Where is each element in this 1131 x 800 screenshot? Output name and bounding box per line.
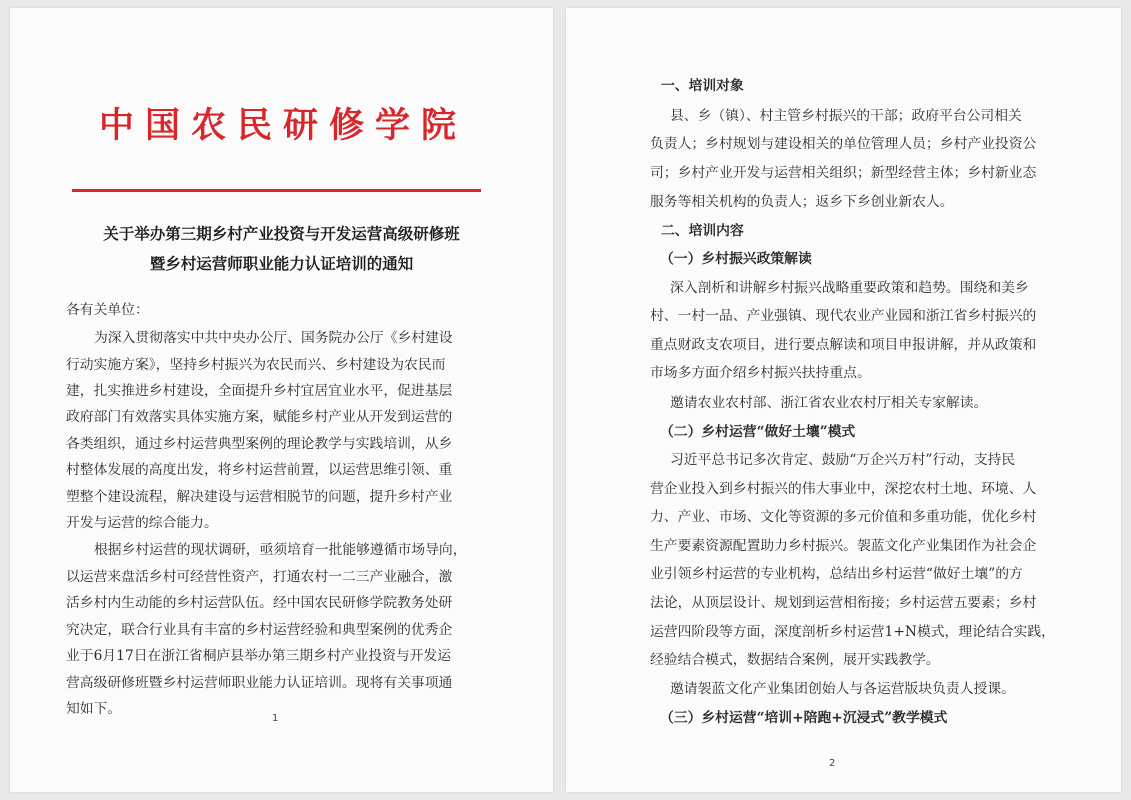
body-line: 邀请袈蓝文化产业集团创始人与各运营版块负责人授课。 xyxy=(670,681,1015,697)
body-line: 村整体发展的高度出发，将乡村运营前置，以运营思维引领、重 xyxy=(66,462,453,478)
body-line: 业引领乡村运营的专业机构，总结出乡村运营“做好土壤”的方 xyxy=(650,566,1023,582)
body-line: 政府部门有效落实具体实施方案，赋能乡村产业从开发到运营的 xyxy=(66,409,453,425)
subsection-heading: （三）乡村运营“培训+陪跑+沉浸式”教学模式 xyxy=(660,710,948,726)
body-line: 服务等相关机构的负责人；返乡下乡创业新农人。 xyxy=(650,194,954,210)
document-page-1 xyxy=(10,8,553,792)
body-line: 塑整个建设流程，解决建设与运营相脱节的问题，提升乡村产业 xyxy=(66,489,453,505)
body-line: 市场多方面介绍乡村振兴扶持重点。 xyxy=(650,365,871,381)
body-line: 营企业投入到乡村振兴的伟大事业中，深挖农村土地、环境、人 xyxy=(650,481,1037,497)
body-line: 习近平总书记多次肯定、鼓励“万企兴万村”行动，支持民 xyxy=(670,452,1016,468)
page-number: 2 xyxy=(829,758,836,769)
body-line: 业于6月17日在浙江省桐庐县举办第三期乡村产业投资与开发运 xyxy=(66,648,452,664)
body-line: 负责人；乡村规划与建设相关的单位管理人员；乡村产业投资公 xyxy=(650,136,1037,152)
salutation: 各有关单位： xyxy=(66,302,149,318)
body-line: 各类组织，通过乡村运营典型案例的理论教学与实践培训，从乡 xyxy=(66,436,453,452)
subsection-heading: （一）乡村振兴政策解读 xyxy=(660,251,812,267)
body-line: 邀请农业农村部、浙江省农业农村厅相关专家解读。 xyxy=(670,395,988,411)
subsection-heading: （二）乡村运营“做好土壤”模式 xyxy=(660,424,856,440)
body-line: 营高级研修班暨乡村运营师职业能力认证培训。现将有关事项通 xyxy=(66,675,453,691)
body-line: 县、乡（镇）、村主管乡村振兴的干部；政府平台公司相关 xyxy=(670,108,1022,124)
body-line: 力、产业、市场、文化等资源的多元价值和多重功能，优化乡村 xyxy=(650,509,1037,525)
body-line: 根据乡村运营的现状调研，亟须培育一批能够遵循市场导向， xyxy=(94,542,467,558)
page-number: 1 xyxy=(272,713,279,724)
section-heading: 二、培训内容 xyxy=(661,223,744,239)
document-page-2 xyxy=(566,8,1121,792)
notice-title-line-1: 关于举办第三期乡村产业投资与开发运营高级研修班 xyxy=(103,224,460,243)
body-line: 经验结合模式，数据结合案例，展开实践教学。 xyxy=(650,652,940,668)
body-line: 运营四阶段等方面，深度剖析乡村运营1+N模式，理论结合实践， xyxy=(650,624,1055,640)
body-line: 开发与运营的综合能力。 xyxy=(66,515,218,531)
letterhead-red-rule xyxy=(72,189,481,192)
body-line: 司；乡村产业开发与运营相关组织；新型经营主体；乡村新业态 xyxy=(650,165,1037,181)
institution-letterhead: 中国农民研修学院 xyxy=(98,105,467,146)
notice-title-line-2: 暨乡村运营师职业能力认证培训的通知 xyxy=(149,254,414,273)
body-line: 重点财政支农项目，进行要点解读和项目申报讲解，并从政策和 xyxy=(650,337,1037,353)
body-line: 建，扎实推进乡村建设，全面提升乡村宜居宜业水平，促进基层 xyxy=(66,383,453,399)
body-line: 究决定，联合行业具有丰富的乡村运营经验和典型案例的优秀企 xyxy=(66,622,453,638)
body-line: 知如下。 xyxy=(66,701,122,717)
body-line: 行动实施方案》，坚持乡村振兴为农民而兴、乡村建设为农民而 xyxy=(66,357,446,373)
body-line: 村、一村一品、产业强镇、现代农业产业园和浙江省乡村振兴的 xyxy=(650,308,1037,324)
body-line: 为深入贯彻落实中共中央办公厅、国务院办公厅《乡村建设 xyxy=(94,330,453,346)
body-line: 活乡村内生动能的乡村运营队伍。经中国农民研修学院教务处研 xyxy=(66,595,453,611)
body-line: 生产要素资源配置助力乡村振兴。袈蓝文化产业集团作为社会企 xyxy=(650,538,1037,554)
body-line: 法论，从顶层设计、规划到运营相衔接；乡村运营五要素；乡村 xyxy=(650,595,1037,611)
body-line: 深入剖析和讲解乡村振兴战略重要政策和趋势。围绕和美乡 xyxy=(670,280,1029,296)
section-heading: 一、培训对象 xyxy=(661,78,744,94)
body-line: 以运营来盘活乡村可经营性资产，打通农村一二三产业融合，激 xyxy=(66,569,453,585)
